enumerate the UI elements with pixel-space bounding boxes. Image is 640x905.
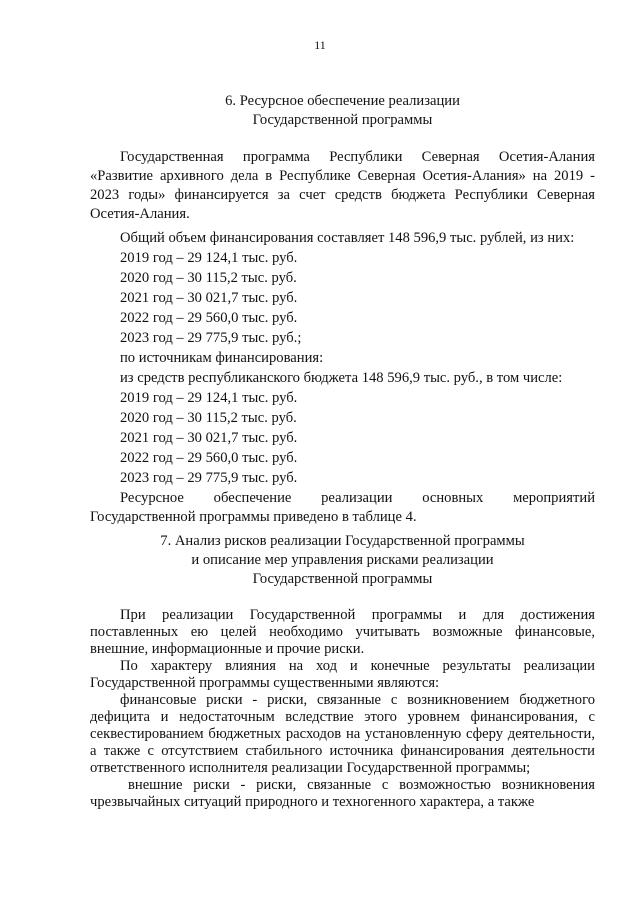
table-reference-line-2: Государственной программы приведено в таблице 4. xyxy=(90,509,417,525)
section-7-title-line-2: и описание мер управления рисками реализации xyxy=(191,552,494,568)
year-republic-2023: 2023 год – 29 775,9 тыс. руб. xyxy=(120,470,298,486)
republic-budget-line: из средств республиканского бюджета 148 596,9 тыс. руб., в том числе: xyxy=(120,370,563,386)
section-7-title-line-3: Государственной программы xyxy=(252,571,433,587)
year-republic-2021: 2021 год – 30 021,7 тыс. руб. xyxy=(120,430,298,446)
section-7-paragraph-4: внешние риски - риски, связанные с возможностью возникновения чрезвычайных ситуаций природного и техногенного характера, а также xyxy=(90,777,595,810)
total-funding-line: Общий объем финансирования составляет 148 596,9 тыс. рублей, из них: xyxy=(120,230,575,246)
year-total-2019: 2019 год – 29 124,1 тыс. руб. xyxy=(120,250,298,266)
section-7-heading xyxy=(90,532,595,589)
section-7-paragraph-3: финансовые риски - риски, связанные с возникновением бюджетного дефицита и недостаточным вследствие этого уровнем финансирования, с секвестированием бюджетных расходов на установленную сферу деятельности, а также с отсутствием стабильного источника финансирования деятельности ответственного исполнителя реализации Государственной программы; xyxy=(90,692,595,776)
year-republic-2019: 2019 год – 29 124,1 тыс. руб. xyxy=(120,390,298,406)
year-total-2020: 2020 год – 30 115,2 тыс. руб. xyxy=(120,270,297,286)
year-republic-2022: 2022 год – 29 560,0 тыс. руб. xyxy=(120,450,298,466)
section-7 xyxy=(90,532,595,811)
year-total-2021: 2021 год – 30 021,7 тыс. руб. xyxy=(120,290,298,306)
section-7-title-line-1: 7. Анализ рисков реализации Государственной программы xyxy=(160,533,525,549)
section-6-paragraph: Государственная программа Республики Северная Осетия-Алания «Развитие архивного дела в Республике Северная Осетия-Алания» на 2019 - 2023 годы» финансируется за счет средств бюджета Республики Северная Осетия-Алания. xyxy=(90,149,595,222)
funding-sources-line: по источникам финансирования: xyxy=(120,350,324,366)
section-6-heading xyxy=(90,92,595,130)
section-6-title-line-1: 6. Ресурсное обеспечение реализации xyxy=(225,93,460,109)
year-republic-2020: 2020 год – 30 115,2 тыс. руб. xyxy=(120,410,297,426)
section-7-paragraph-1: При реализации Государственной программы и для достижения поставленных ею целей необходимо учитывать возможные финансовые, внешние, информационные и прочие риски. xyxy=(90,607,595,657)
page-number: 11 xyxy=(314,38,326,52)
section-7-paragraph-2: По характеру влияния на ход и конечные результаты реализации Государственной программы существенными являются: xyxy=(90,658,595,691)
year-total-2022: 2022 год – 29 560,0 тыс. руб. xyxy=(120,310,298,326)
table-reference-line-1: Ресурсное обеспечение реализации основных мероприятий xyxy=(120,490,595,506)
section-6 xyxy=(90,92,595,527)
year-total-2023: 2023 год – 29 775,9 тыс. руб.; xyxy=(120,330,302,346)
section-6-title-line-2: Государственной программы xyxy=(252,112,433,128)
